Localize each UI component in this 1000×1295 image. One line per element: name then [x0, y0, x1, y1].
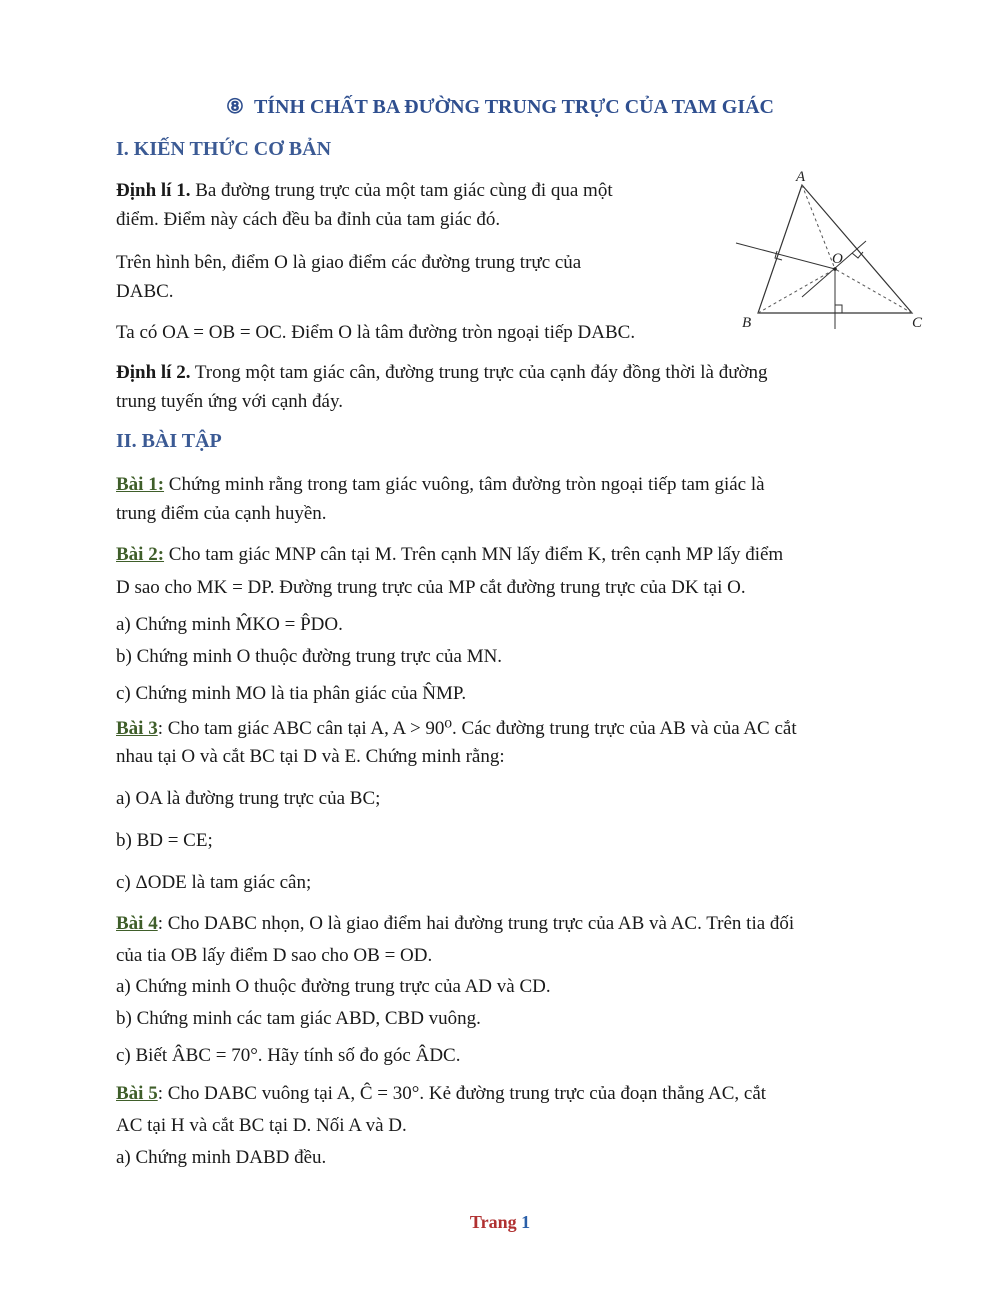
bai4-text: : Cho DABC nhọn, O là giao điểm hai đường trung trực của AB và AC. Trên tia đối	[157, 913, 795, 934]
bai4-line2: của tia OB lấy điểm D sao cho OB = OD.	[116, 945, 433, 966]
label-b: B	[742, 315, 752, 331]
bai3-line2: nhau tại O và cắt BC tại D và E. Chứng minh rằng:	[116, 746, 505, 767]
bai4-line1	[116, 909, 794, 938]
dinhli1-label: Định lí 1.	[116, 180, 191, 201]
dash-ob	[758, 269, 835, 313]
bai5-a: a) Chứng minh DABD đều.	[116, 1147, 327, 1168]
bai2-c: c) Chứng minh MO là tia phân giác của N̂MP.	[116, 683, 467, 704]
page-footer	[0, 1212, 1000, 1233]
tren-hinh-line1: Trên hình bên, điểm O là giao điểm các đường trung trực của	[116, 252, 582, 273]
bai3-text: : Cho tam giác ABC cân tại A, A > 90⁰. Các đường trung trực của AB và của AC cắt	[157, 718, 797, 739]
dash-oa	[802, 185, 835, 269]
bai2-line2: D sao cho MK = DP. Đường trung trực của MP cắt đường trung trực của DK tại O.	[116, 577, 746, 598]
bai2-text: Cho tam giác MNP cân tại M. Trên cạnh MN lấy điểm K, trên cạnh MP lấy điểm	[164, 544, 784, 565]
dinhli2-text: Trong một tam giác cân, đường trung trực của cạnh đáy đồng thời là đường	[190, 362, 768, 383]
bai3-line1	[116, 714, 797, 743]
dash-oc	[835, 269, 912, 313]
bai1-line2: trung điểm của cạnh huyền.	[116, 503, 327, 524]
bai1-label: Bài 1:	[116, 474, 165, 495]
label-o: O	[832, 251, 843, 267]
label-c: C	[912, 315, 923, 331]
right-angle-bc	[835, 305, 842, 313]
footer-label: Trang	[469, 1212, 517, 1232]
bai1-line1	[116, 470, 765, 499]
dinhli2-line1	[116, 358, 768, 387]
dinhli2-label: Định lí 2.	[116, 362, 191, 383]
bai5-text: : Cho DABC vuông tại A, Ĉ = 30°. Kẻ đường trung trực của đoạn thẳng AC, cắt	[157, 1083, 767, 1104]
label-a: A	[796, 169, 806, 185]
page-number: 1	[521, 1212, 531, 1232]
bai4-b: b) Chứng minh các tam giác ABD, CBD vuông.	[116, 1008, 481, 1029]
page-title	[0, 94, 1000, 119]
section-heading-2: II. BÀI TẬP	[116, 430, 222, 452]
right-angle-ac	[852, 252, 863, 258]
bai3-b: b) BD = CE;	[116, 830, 213, 851]
bai3-a: a) OA là đường trung trực của BC;	[116, 788, 381, 809]
bai4-a: a) Chứng minh O thuộc đường trung trực của AD và CD.	[116, 976, 551, 997]
bai2-b: b) Chứng minh O thuộc đường trung trực của MN.	[116, 646, 503, 667]
bai5-label: Bài 5	[116, 1083, 158, 1104]
bai2-line1	[116, 540, 783, 569]
tren-hinh-line2: DABC.	[116, 281, 174, 302]
bai3-c: c) ΔODE là tam giác cân;	[116, 872, 312, 893]
bai4-label: Bài 4	[116, 913, 158, 934]
title-text: TÍNH CHẤT BA ĐƯỜNG TRUNG TRỰC CỦA TAM GIÁC	[253, 96, 774, 118]
section-heading-1: I. KIẾN THỨC CƠ BẢN	[116, 138, 332, 160]
bai2-a: a) Chứng minh M̂KO = P̂DO.	[116, 614, 343, 635]
bisector-ab	[736, 243, 835, 269]
bai1-text: Chứng minh rằng trong tam giác vuông, tâm đường tròn ngoại tiếp tam giác là	[164, 474, 765, 495]
ta-co-line: Ta có OA = OB = OC. Điểm O là tâm đường tròn ngoại tiếp DABC.	[116, 322, 636, 343]
bai4-c: c) Biết ÂBC = 70°. Hãy tính số đo góc ÂDC.	[116, 1045, 461, 1066]
bai5-line1	[116, 1079, 766, 1108]
dinhli1-text: Ba đường trung trực của một tam giác cùng đi qua một	[190, 180, 613, 201]
bai5-line2: AC tại H và cắt BC tại D. Nối A và D.	[116, 1115, 407, 1136]
bai3-label: Bài 3	[116, 718, 158, 739]
dinhli2-line2: trung tuyến ứng với cạnh đáy.	[116, 391, 344, 412]
point-o	[833, 267, 837, 271]
dinhli1-line2: điểm. Điểm này cách đều ba đỉnh của tam giác đó.	[116, 209, 501, 230]
dinhli1-line1	[116, 176, 613, 205]
triangle-figure	[730, 165, 930, 340]
bai2-label: Bài 2:	[116, 544, 165, 565]
title-mark: ⑧	[226, 96, 244, 118]
